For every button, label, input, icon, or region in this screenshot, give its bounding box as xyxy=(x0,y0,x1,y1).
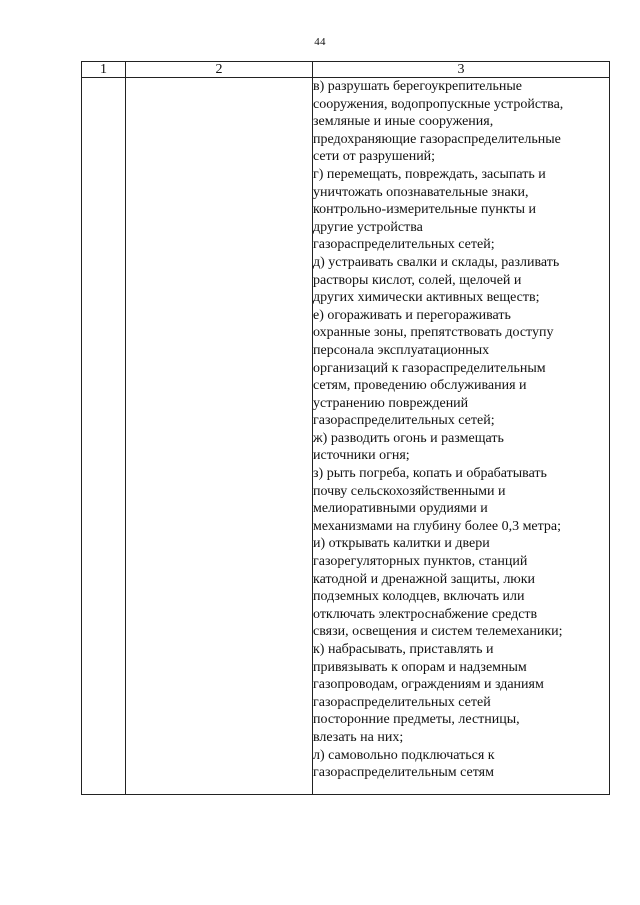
text-line: з) рыть погреба, копать и обрабатывать xyxy=(313,466,547,482)
text-line: г) перемещать, повреждать, засыпать и xyxy=(313,166,546,182)
text-line: е) огораживать и перегораживать xyxy=(313,307,511,323)
text-line: механизмами на глубину более 0,3 метра; xyxy=(313,518,562,534)
text-line: газораспределительных сетей; xyxy=(313,413,495,429)
text-line: сетям, проведению обслуживания и xyxy=(313,378,527,394)
text-line: уничтожать опознавательные знаки, xyxy=(313,184,529,200)
column-3-text xyxy=(313,78,609,782)
text-line: газопроводам, ограждениям и зданиям xyxy=(313,677,544,693)
text-line: катодной и дренажной защиты, люки xyxy=(313,571,536,587)
text-line: л) самовольно подключаться к xyxy=(313,747,495,763)
text-line: организаций к газораспределительным xyxy=(313,360,546,376)
column-3-cell xyxy=(313,78,610,795)
column-1-cell xyxy=(82,78,126,795)
text-line: персонала эксплуатационных xyxy=(313,342,490,358)
column-2-cell xyxy=(126,78,313,795)
document-table xyxy=(81,61,610,795)
text-line: связи, освещения и систем телемеханики; xyxy=(313,624,563,640)
text-line: газораспределительных сетей xyxy=(313,694,491,710)
text-line: растворы кислот, солей, щелочей и xyxy=(313,272,522,288)
text-line: земляные и иные сооружения, xyxy=(313,114,494,130)
text-line: источники огня; xyxy=(313,448,410,464)
table-header-row xyxy=(82,62,610,78)
text-line: газораспределительных сетей; xyxy=(313,237,495,253)
text-line: к) набрасывать, приставлять и xyxy=(313,642,494,657)
text-line: газораспределительным сетям xyxy=(313,765,494,781)
text-line: охранные зоны, препятствовать доступу xyxy=(313,325,554,341)
table-body-row xyxy=(82,78,610,795)
text-line: предохраняющие газораспределительные xyxy=(313,131,561,147)
text-line: сооружения, водопропускные устройства, xyxy=(313,96,564,112)
column-header-3: 3 xyxy=(313,62,610,78)
text-line: в) разрушать берегоукрепительные xyxy=(313,79,523,94)
text-line: другие устройства xyxy=(313,219,423,235)
text-line: сети от разрушений; xyxy=(313,149,436,165)
text-line: подземных колодцев, включать или xyxy=(313,589,525,605)
text-line: влезать на них; xyxy=(313,729,404,745)
column-header-1: 1 xyxy=(82,62,126,78)
text-line: отключать электроснабжение средств xyxy=(313,606,538,622)
column-header-2: 2 xyxy=(126,62,313,78)
text-line: и) открывать калитки и двери xyxy=(313,536,490,552)
text-line: почву сельскохозяйственными и xyxy=(313,483,506,499)
text-line: ж) разводить огонь и размещать xyxy=(313,430,504,446)
text-line: привязывать к опорам и надземным xyxy=(313,659,527,675)
text-line: газорегуляторных пунктов, станций xyxy=(313,554,528,570)
text-line: мелиоративными орудиями и xyxy=(313,501,488,517)
text-line: других химически активных веществ; xyxy=(313,290,540,306)
text-line: устранению повреждений xyxy=(313,395,469,411)
text-line: д) устраивать свалки и склады, разливать xyxy=(313,254,560,270)
text-line: посторонние предметы, лестницы, xyxy=(313,712,520,728)
page-number: 44 xyxy=(314,36,326,48)
text-line: контрольно-измерительные пункты и xyxy=(313,202,537,218)
